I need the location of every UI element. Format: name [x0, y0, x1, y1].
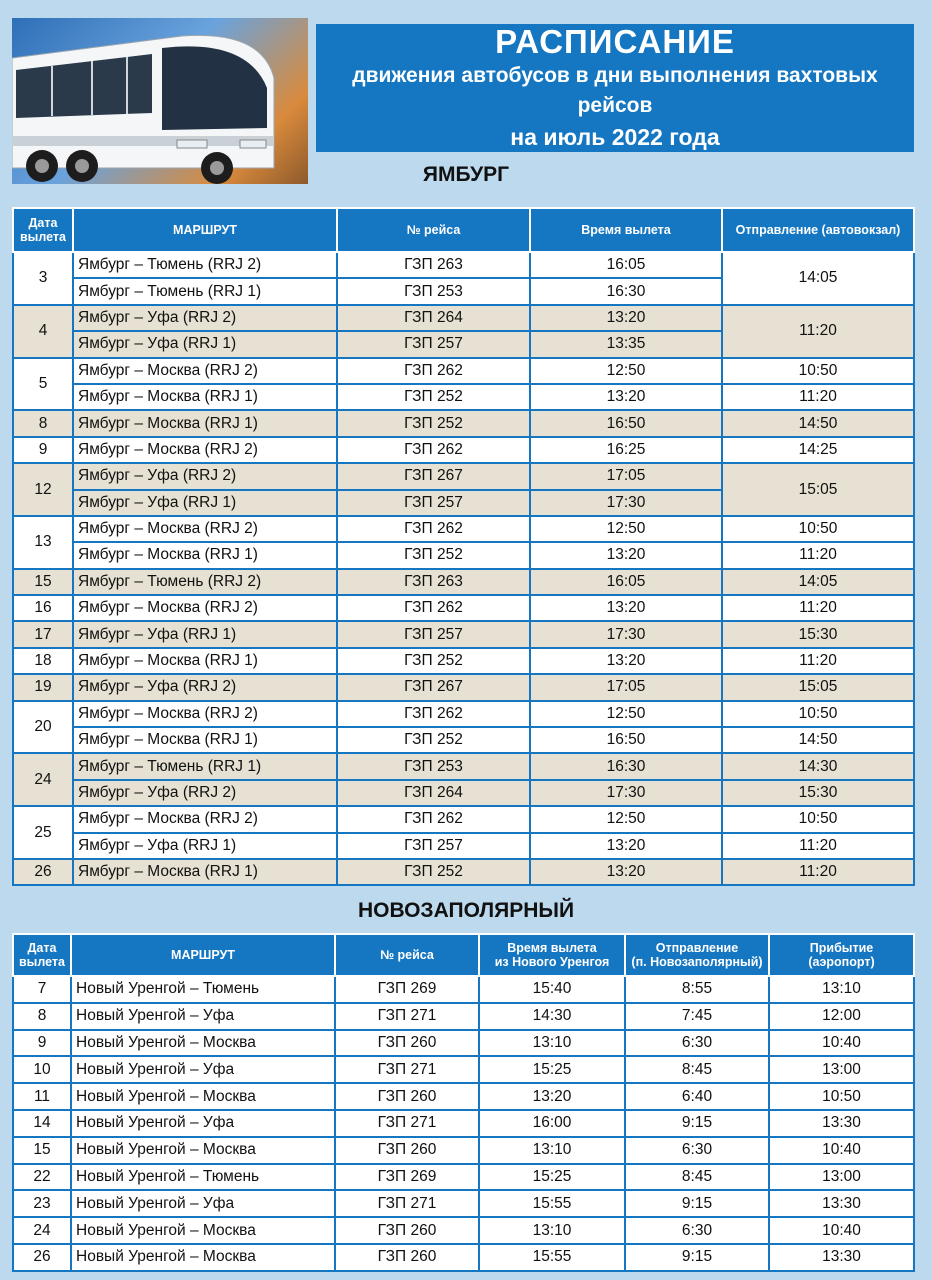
bus-departure-cell: 10:50	[722, 806, 914, 832]
table-row	[13, 305, 914, 331]
arrival-cell: 12:00	[769, 1003, 914, 1030]
novozapolyarny-header-row	[13, 934, 914, 976]
column-header-route	[71, 934, 335, 976]
bus-departure-cell: 15:05	[722, 674, 914, 700]
bus-departure-cell: 14:50	[722, 727, 914, 753]
departure-time-cell: 14:30	[479, 1003, 625, 1030]
novozapolyarny-table-body	[13, 976, 914, 1271]
date-cell: 10	[13, 1056, 71, 1083]
bus-departure-cell: 14:05	[722, 569, 914, 595]
table-row	[13, 1110, 914, 1137]
route-cell: Новый Уренгой – Уфа	[71, 1056, 335, 1083]
bus-departure-cell: 11:20	[722, 542, 914, 568]
flight-number-cell: ГЗП 271	[335, 1003, 479, 1030]
route-cell: Ямбург – Москва (RRJ 1)	[73, 727, 337, 753]
bus-departure-cell: 14:05	[722, 252, 914, 305]
route-cell: Новый Уренгой – Тюмень	[71, 976, 335, 1003]
departure-time-cell: 12:50	[530, 358, 722, 384]
bus-departure-cell: 8:55	[625, 976, 769, 1003]
departure-time-cell: 16:30	[530, 753, 722, 779]
flight-number-cell: ГЗП 262	[337, 806, 530, 832]
route-cell: Ямбург – Москва (RRJ 2)	[73, 595, 337, 621]
route-cell: Ямбург – Уфа (RRJ 1)	[73, 490, 337, 516]
flight-number-cell: ГЗП 271	[335, 1056, 479, 1083]
flight-number-cell: ГЗП 253	[337, 753, 530, 779]
bus-departure-cell: 6:30	[625, 1217, 769, 1244]
departure-time-cell: 15:55	[479, 1244, 625, 1271]
flight-number-cell: ГЗП 252	[337, 727, 530, 753]
bus-departure-cell: 9:15	[625, 1110, 769, 1137]
column-header-flight: № рейса	[337, 208, 530, 252]
departure-time-cell: 17:05	[530, 463, 722, 489]
flight-number-cell: ГЗП 260	[335, 1217, 479, 1244]
route-cell: Ямбург – Москва (RRJ 1)	[73, 384, 337, 410]
flight-number-cell: ГЗП 269	[335, 976, 479, 1003]
flight-number-cell: ГЗП 262	[337, 437, 530, 463]
flight-number-cell: ГЗП 260	[335, 1137, 479, 1164]
date-cell: 9	[13, 1030, 71, 1057]
flight-number-cell: ГЗП 271	[335, 1190, 479, 1217]
route-cell: Ямбург – Тюмень (RRJ 2)	[73, 569, 337, 595]
flight-number-cell: ГЗП 257	[337, 833, 530, 859]
route-cell: Ямбург – Уфа (RRJ 2)	[73, 674, 337, 700]
table-row	[13, 1030, 914, 1057]
departure-time-cell: 15:25	[479, 1056, 625, 1083]
route-cell: Ямбург – Уфа (RRJ 2)	[73, 305, 337, 331]
bus-departure-cell: 9:15	[625, 1190, 769, 1217]
date-cell: 26	[13, 1244, 71, 1271]
header-line: (п. Новозаполярный)	[631, 955, 763, 969]
table-row	[13, 569, 914, 595]
departure-time-cell: 16:25	[530, 437, 722, 463]
departure-time-cell: 13:20	[530, 859, 722, 885]
table-row	[13, 859, 914, 885]
departure-time-cell: 16:50	[530, 727, 722, 753]
route-cell: Новый Уренгой – Москва	[71, 1244, 335, 1271]
bus-departure-cell: 11:20	[722, 384, 914, 410]
date-cell: 22	[13, 1164, 71, 1191]
bus-departure-cell: 10:50	[722, 358, 914, 384]
flight-number-cell: ГЗП 257	[337, 621, 530, 647]
departure-time-cell: 16:05	[530, 569, 722, 595]
bus-departure-cell: 9:15	[625, 1244, 769, 1271]
flight-number-cell: ГЗП 262	[337, 516, 530, 542]
date-cell: 15	[13, 1137, 71, 1164]
route-cell: Ямбург – Москва (RRJ 2)	[73, 701, 337, 727]
route-cell: Ямбург – Уфа (RRJ 1)	[73, 833, 337, 859]
departure-time-cell: 16:00	[479, 1110, 625, 1137]
route-cell: Ямбург – Уфа (RRJ 1)	[73, 331, 337, 357]
table-row	[13, 463, 914, 489]
departure-time-cell: 12:50	[530, 516, 722, 542]
table-row	[13, 806, 914, 832]
column-header-departure-time	[479, 934, 625, 976]
departure-time-cell: 12:50	[530, 806, 722, 832]
flight-number-cell: ГЗП 252	[337, 410, 530, 436]
header-line: МАРШРУТ	[171, 948, 235, 962]
table-row	[13, 252, 914, 278]
date-cell: 24	[13, 1217, 71, 1244]
column-header-bus-departure	[625, 934, 769, 976]
table-row	[13, 1003, 914, 1030]
date-cell: 20	[13, 701, 73, 754]
route-cell: Ямбург – Москва (RRJ 1)	[73, 410, 337, 436]
departure-time-cell: 13:10	[479, 1217, 625, 1244]
flight-number-cell: ГЗП 262	[337, 595, 530, 621]
flight-number-cell: ГЗП 252	[337, 648, 530, 674]
header-line: из Нового Уренгоя	[494, 955, 610, 969]
flight-number-cell: ГЗП 271	[335, 1110, 479, 1137]
table-row	[13, 595, 914, 621]
date-cell: 5	[13, 358, 73, 411]
flight-number-cell: ГЗП 262	[337, 358, 530, 384]
date-cell: 16	[13, 595, 73, 621]
table-row	[13, 437, 914, 463]
departure-time-cell: 13:20	[479, 1083, 625, 1110]
route-cell: Новый Уренгой – Уфа	[71, 1003, 335, 1030]
bus-departure-cell: 10:50	[722, 701, 914, 727]
flight-number-cell: ГЗП 263	[337, 252, 530, 278]
flight-number-cell: ГЗП 260	[335, 1244, 479, 1271]
date-cell: 9	[13, 437, 73, 463]
table-row	[13, 410, 914, 436]
route-cell: Ямбург – Тюмень (RRJ 2)	[73, 252, 337, 278]
flight-number-cell: ГЗП 260	[335, 1030, 479, 1057]
departure-time-cell: 16:05	[530, 252, 722, 278]
column-header-date: Дата вылета	[13, 208, 73, 252]
bus-departure-cell: 11:20	[722, 859, 914, 885]
table-row	[13, 976, 914, 1003]
route-cell: Новый Уренгой – Москва	[71, 1217, 335, 1244]
route-cell: Ямбург – Уфа (RRJ 2)	[73, 463, 337, 489]
table-row	[13, 1244, 914, 1271]
bus-departure-cell: 11:20	[722, 595, 914, 621]
date-cell: 8	[13, 410, 73, 436]
date-cell: 25	[13, 806, 73, 859]
arrival-cell: 10:40	[769, 1030, 914, 1057]
route-cell: Новый Уренгой – Тюмень	[71, 1164, 335, 1191]
header-line: Прибытие	[809, 941, 874, 955]
arrival-cell: 13:10	[769, 976, 914, 1003]
date-cell: 7	[13, 976, 71, 1003]
bus-departure-cell: 6:30	[625, 1137, 769, 1164]
arrival-cell: 13:30	[769, 1244, 914, 1271]
departure-time-cell: 16:30	[530, 278, 722, 304]
column-header-departure-time: Время вылета	[530, 208, 722, 252]
arrival-cell: 13:30	[769, 1190, 914, 1217]
departure-time-cell: 13:20	[530, 595, 722, 621]
yamburg-table-body	[13, 252, 914, 885]
flight-number-cell: ГЗП 260	[335, 1083, 479, 1110]
route-cell: Ямбург – Москва (RRJ 2)	[73, 358, 337, 384]
bus-photo	[12, 18, 308, 184]
route-cell: Ямбург – Тюмень (RRJ 1)	[73, 753, 337, 779]
page-title: РАСПИСАНИЕ	[495, 23, 735, 60]
departure-time-cell: 13:35	[530, 331, 722, 357]
date-cell: 4	[13, 305, 73, 358]
route-cell: Ямбург – Москва (RRJ 2)	[73, 806, 337, 832]
arrival-cell: 13:00	[769, 1164, 914, 1191]
flight-number-cell: ГЗП 269	[335, 1164, 479, 1191]
bus-departure-cell: 10:50	[722, 516, 914, 542]
date-cell: 14	[13, 1110, 71, 1137]
bus-departure-cell: 6:40	[625, 1083, 769, 1110]
route-cell: Новый Уренгой – Москва	[71, 1083, 335, 1110]
flight-number-cell: ГЗП 262	[337, 701, 530, 727]
bus-departure-cell: 14:30	[722, 753, 914, 779]
header-line: Дата	[27, 941, 57, 955]
flight-number-cell: ГЗП 264	[337, 305, 530, 331]
date-cell: 19	[13, 674, 73, 700]
table-row	[13, 1164, 914, 1191]
yamburg-schedule-table	[12, 207, 915, 886]
route-cell: Ямбург – Уфа (RRJ 1)	[73, 621, 337, 647]
bus-departure-cell: 11:20	[722, 648, 914, 674]
bus-illustration	[12, 18, 308, 184]
date-cell: 11	[13, 1083, 71, 1110]
flight-number-cell: ГЗП 257	[337, 331, 530, 357]
departure-time-cell: 17:05	[530, 674, 722, 700]
route-cell: Ямбург – Москва (RRJ 2)	[73, 516, 337, 542]
bus-departure-cell: 8:45	[625, 1056, 769, 1083]
flight-number-cell: ГЗП 253	[337, 278, 530, 304]
arrival-cell: 13:00	[769, 1056, 914, 1083]
flight-number-cell: ГЗП 252	[337, 542, 530, 568]
bus-departure-cell: 15:30	[722, 780, 914, 806]
flight-number-cell: ГЗП 267	[337, 674, 530, 700]
column-header-bus-departure: Отправление (автовокзал)	[722, 208, 914, 252]
arrival-cell: 10:40	[769, 1217, 914, 1244]
table-row	[13, 1190, 914, 1217]
table-row	[13, 833, 914, 859]
departure-time-cell: 13:10	[479, 1137, 625, 1164]
route-cell: Ямбург – Москва (RRJ 2)	[73, 437, 337, 463]
bus-departure-cell: 11:20	[722, 305, 914, 358]
table-row	[13, 1083, 914, 1110]
date-cell: 18	[13, 648, 73, 674]
date-cell: 17	[13, 621, 73, 647]
table-row	[13, 648, 914, 674]
departure-time-cell: 15:25	[479, 1164, 625, 1191]
header-line: № рейса	[380, 948, 434, 962]
bus-departure-cell: 14:25	[722, 437, 914, 463]
table-row	[13, 542, 914, 568]
date-cell: 8	[13, 1003, 71, 1030]
departure-time-cell: 16:50	[530, 410, 722, 436]
header-line: вылета	[19, 955, 65, 969]
table-row	[13, 674, 914, 700]
route-cell: Ямбург – Москва (RRJ 1)	[73, 542, 337, 568]
table-row	[13, 753, 914, 779]
date-cell: 26	[13, 859, 73, 885]
column-header-flight	[335, 934, 479, 976]
route-cell: Новый Уренгой – Уфа	[71, 1190, 335, 1217]
bus-departure-cell: 14:50	[722, 410, 914, 436]
header-line: Время вылета	[507, 941, 597, 955]
flight-number-cell: ГЗП 263	[337, 569, 530, 595]
header-line: Отправление	[655, 941, 739, 955]
bus-departure-cell: 7:45	[625, 1003, 769, 1030]
date-cell: 3	[13, 252, 73, 305]
departure-time-cell: 17:30	[530, 621, 722, 647]
flight-number-cell: ГЗП 267	[337, 463, 530, 489]
date-cell: 24	[13, 753, 73, 806]
bus-departure-cell: 8:45	[625, 1164, 769, 1191]
novozapolyarny-schedule-table	[12, 933, 915, 1272]
departure-time-cell: 13:20	[530, 833, 722, 859]
table-row	[13, 384, 914, 410]
date-cell: 15	[13, 569, 73, 595]
departure-time-cell: 13:10	[479, 1030, 625, 1057]
column-header-date	[13, 934, 71, 976]
bus-departure-cell: 11:20	[722, 833, 914, 859]
route-cell: Ямбург – Москва (RRJ 1)	[73, 648, 337, 674]
route-cell: Новый Уренгой – Уфа	[71, 1110, 335, 1137]
header-line: (аэропорт)	[808, 955, 875, 969]
column-header-arrival	[769, 934, 914, 976]
date-cell: 13	[13, 516, 73, 569]
flight-number-cell: ГЗП 264	[337, 780, 530, 806]
departure-time-cell: 13:20	[530, 384, 722, 410]
table-row	[13, 780, 914, 806]
route-cell: Ямбург – Москва (RRJ 1)	[73, 859, 337, 885]
table-row	[13, 621, 914, 647]
route-cell: Новый Уренгой – Москва	[71, 1030, 335, 1057]
table-row	[13, 1137, 914, 1164]
flight-number-cell: ГЗП 257	[337, 490, 530, 516]
table-row	[13, 701, 914, 727]
schedule-period: на июль 2022 года	[510, 124, 720, 150]
table-row	[13, 1056, 914, 1083]
arrival-cell: 10:40	[769, 1137, 914, 1164]
date-cell: 12	[13, 463, 73, 516]
departure-time-cell: 13:20	[530, 305, 722, 331]
bus-departure-cell: 15:05	[722, 463, 914, 516]
section-title-yamburg: ЯМБУРГ	[422, 163, 510, 186]
bus-departure-cell: 15:30	[722, 621, 914, 647]
departure-time-cell: 15:55	[479, 1190, 625, 1217]
arrival-cell: 10:50	[769, 1083, 914, 1110]
departure-time-cell: 17:30	[530, 780, 722, 806]
arrival-cell: 13:30	[769, 1110, 914, 1137]
departure-time-cell: 17:30	[530, 490, 722, 516]
departure-time-cell: 13:20	[530, 542, 722, 568]
title-banner	[316, 24, 914, 152]
route-cell: Ямбург – Уфа (RRJ 2)	[73, 780, 337, 806]
flight-number-cell: ГЗП 252	[337, 384, 530, 410]
table-row	[13, 516, 914, 542]
flight-number-cell: ГЗП 252	[337, 859, 530, 885]
page-subtitle: движения автобусов в дни выполнения вахтовых рейсов	[352, 64, 878, 117]
column-header-route: МАРШРУТ	[73, 208, 337, 252]
departure-time-cell: 15:40	[479, 976, 625, 1003]
route-cell: Ямбург – Тюмень (RRJ 1)	[73, 278, 337, 304]
table-row	[13, 1217, 914, 1244]
route-cell: Новый Уренгой – Москва	[71, 1137, 335, 1164]
table-row	[13, 727, 914, 753]
bus-departure-cell: 6:30	[625, 1030, 769, 1057]
date-cell: 23	[13, 1190, 71, 1217]
table-row	[13, 358, 914, 384]
section-title-novozapolyarny: НОВОЗАПОЛЯРНЫЙ	[357, 899, 575, 922]
departure-time-cell: 13:20	[530, 648, 722, 674]
departure-time-cell: 12:50	[530, 701, 722, 727]
